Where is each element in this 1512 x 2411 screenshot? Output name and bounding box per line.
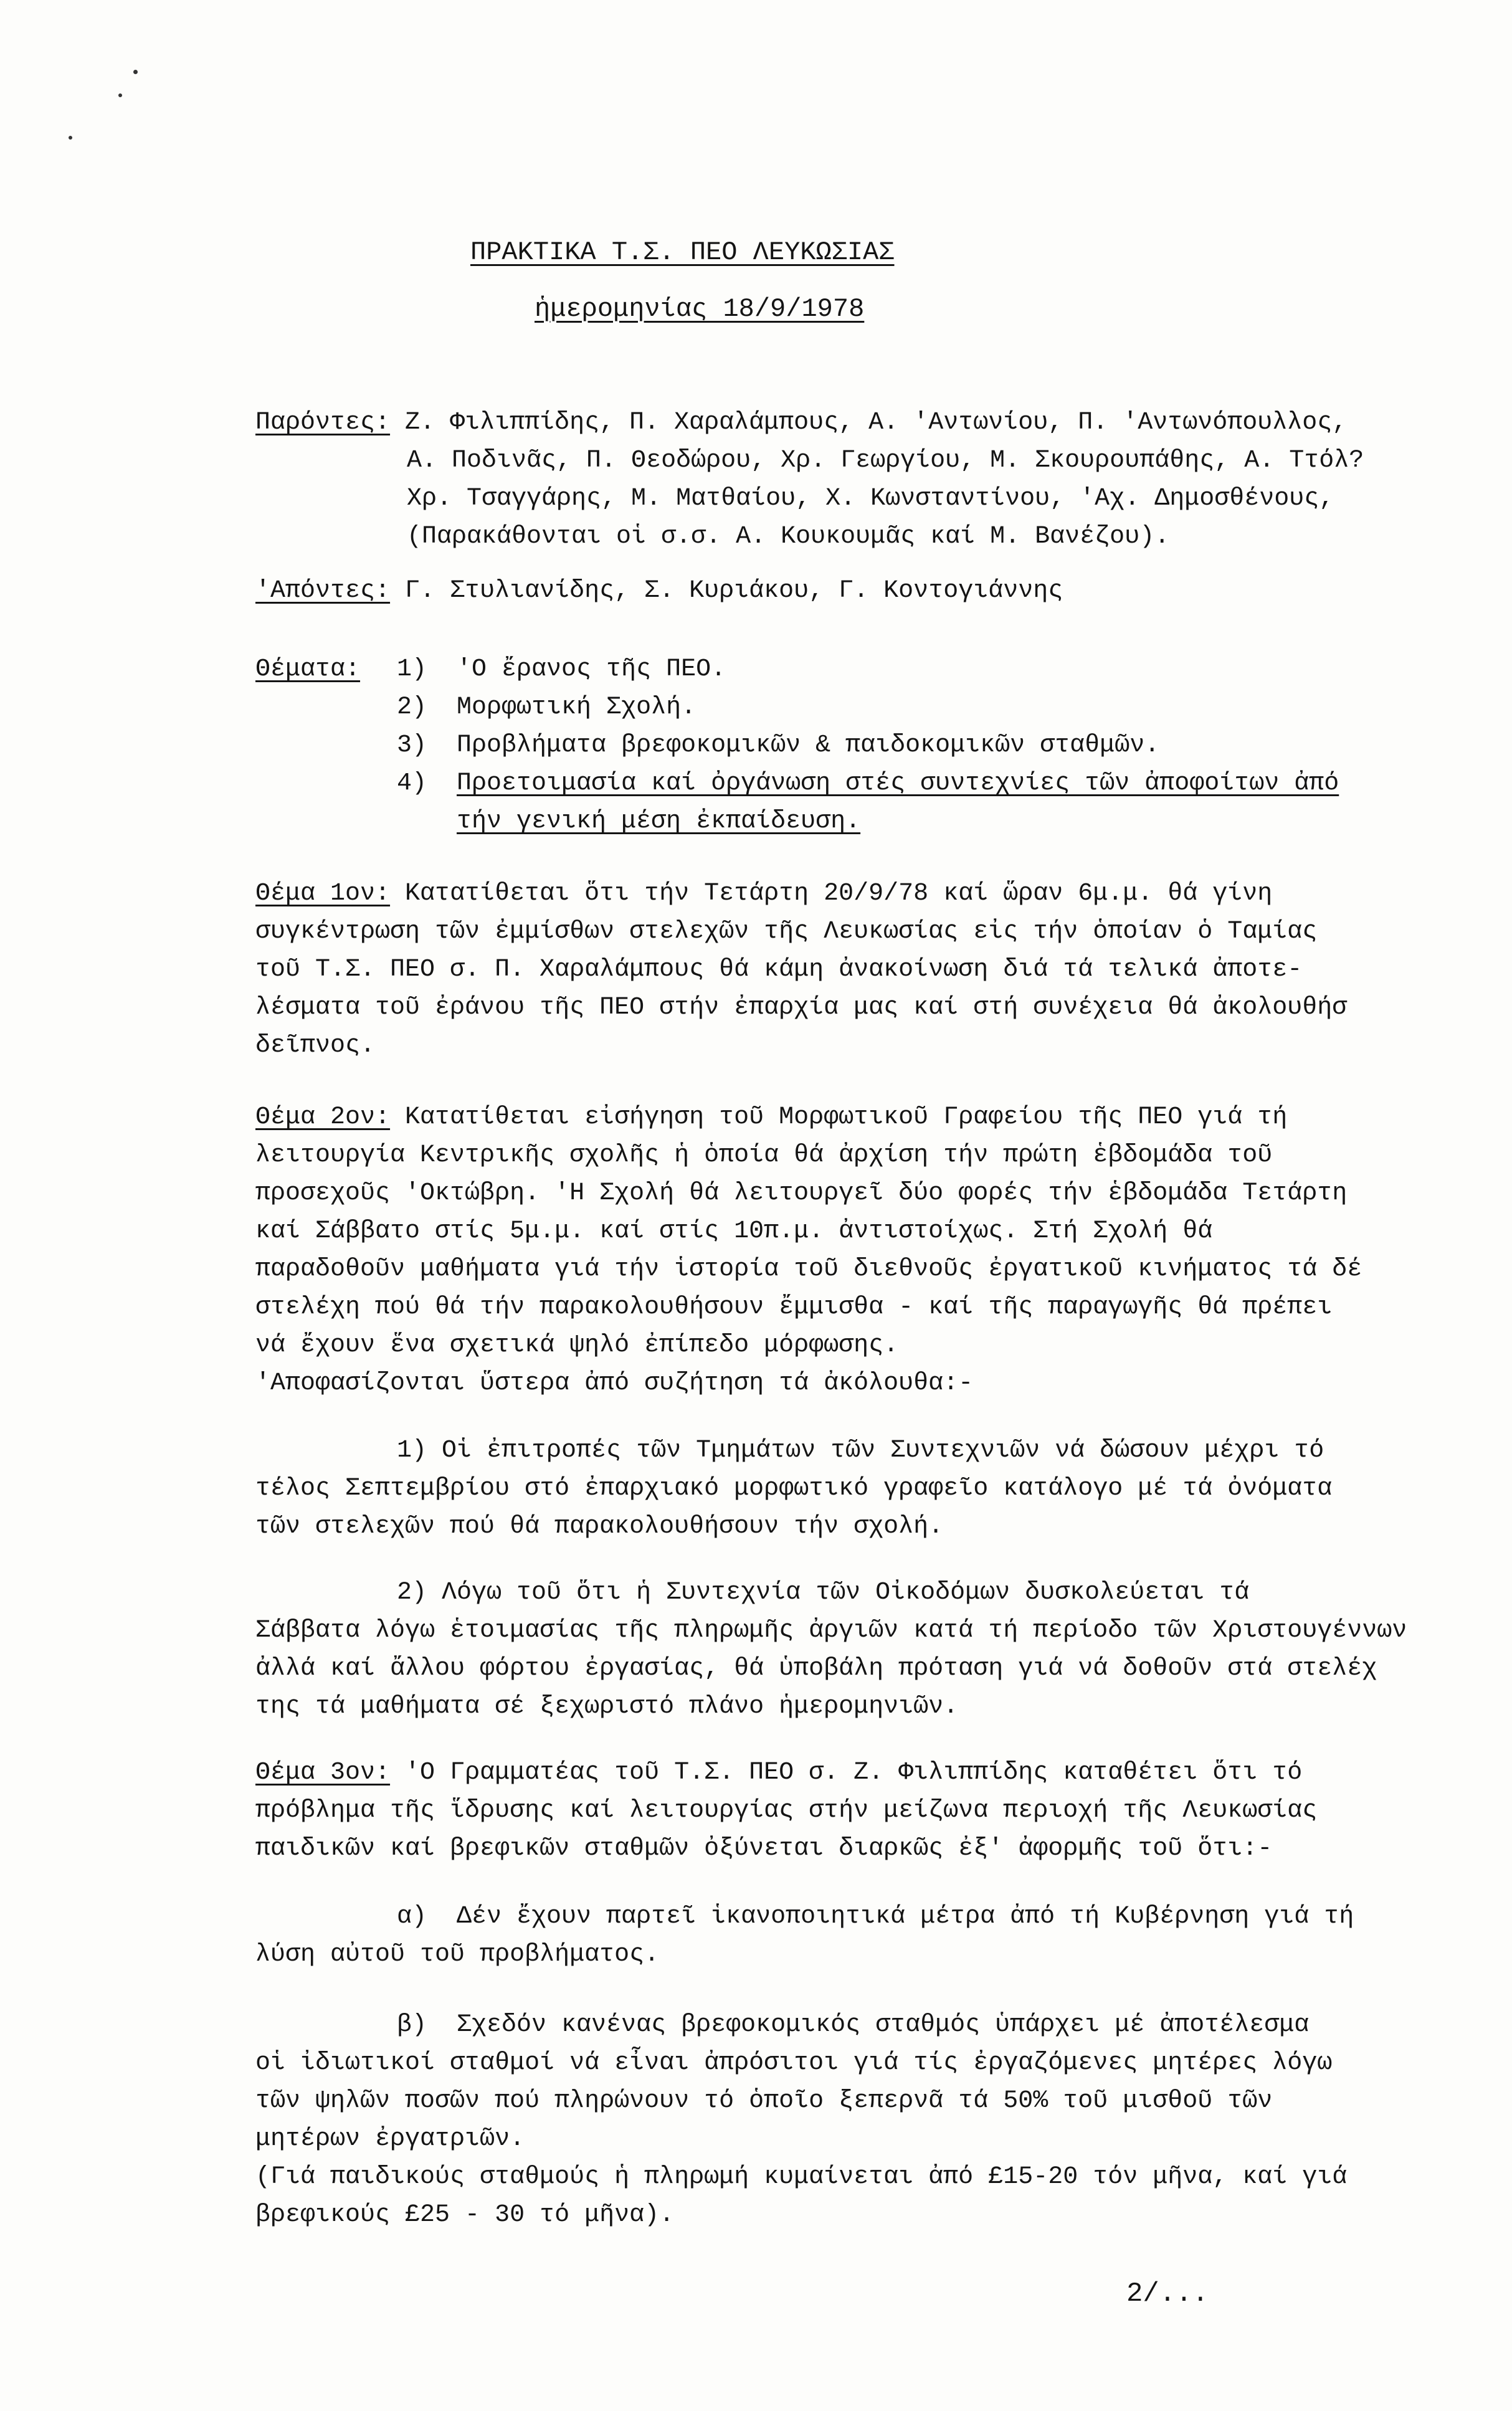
decision-line: 2) Λόγω τοῦ ὅτι ἡ Συντεχνία τῶν Οἰκοδόμων δυσκολεύεται τά — [397, 1579, 1250, 1607]
absent-section — [255, 572, 1063, 610]
topic3-label: Θέμα 3ον: — [255, 1759, 391, 1787]
document-title: ΠΡΑΚΤΙΚΑ Τ.Σ. ΠΕΟ ΛΕΥΚΩΣΙΑΣ — [470, 237, 895, 267]
topic-item: 2) Μορφωτική Σχολή. — [397, 693, 697, 721]
paragraph-line: πρόβλημα τῆς ἵδρυσης καί λειτουργίας στήν μείζωνα περιοχή τῆς Λευκωσίας — [255, 1797, 1318, 1825]
absent-label: 'Απόντες: — [255, 577, 391, 605]
paragraph-line: Κατατίθεται εἰσήγηση τοῦ Μορφωτικοῦ Γραφείου τῆς ΠΕΟ γιά τή — [390, 1103, 1288, 1131]
scan-speck — [118, 93, 122, 97]
point-line: β) Σχεδόν κανένας βρεφοκομικός σταθμός ὑπάρχει μέ ἀποτέλεσμα — [397, 2011, 1310, 2039]
decision-line: 1) Οἱ ἐπιτροπές τῶν Τμημάτων τῶν Συντεχνιῶν νά δώσουν μέχρι τό — [397, 1437, 1324, 1465]
topic1-label: Θέμα 1ον: — [255, 880, 391, 908]
paragraph-line: προσεχοῦς 'Οκτώβρη. 'Η Σχολή θά λειτουργεῖ δύο φορές τήν ἑβδομάδα Τετάρτη — [255, 1179, 1348, 1207]
present-label: Παρόντες: — [255, 409, 391, 437]
present-line: Χρ. Τσαγγάρης, Μ. Ματθαίου, Χ. Κωνσταντίνου, 'Αχ. Δημοσθένους, — [407, 485, 1334, 513]
paragraph-line: παιδικῶν καί βρεφικῶν σταθμῶν ὀξύνεται διαρκῶς ἐξ' ἀφορμῆς τοῦ ὅτι:- — [255, 1835, 1273, 1863]
topics-label: Θέματα: — [255, 655, 361, 683]
decision-line: τῶν στελεχῶν πού θά παρακολουθήσουν τήν σχολή. — [255, 1513, 944, 1541]
point-line: οἱ ἰδιωτικοί σταθμοί νά εἶναι ἀπρόσιτοι γιά τίς ἐργαζόμενες μητέρες λόγω — [255, 2049, 1333, 2077]
paragraph-line: τοῦ Τ.Σ. ΠΕΟ σ. Π. Χαραλάμπους θά κάμη ἀνακοίνωση διά τά τελικά ἀποτε- — [255, 956, 1303, 984]
point-line: τῶν ψηλῶν ποσῶν πού πληρώνουν τό ὁποῖο ξεπερνᾶ τά 50% τοῦ μισθοῦ τῶν — [255, 2087, 1273, 2115]
paragraph-line: λειτουργία Κεντρικῆς σχολῆς ἡ ὁποία θά ἀρχίση τήν πρώτη ἑβδομάδα τοῦ — [255, 1141, 1273, 1169]
paragraph-line: 'Αποφασίζονται ὕστερα ἀπό συζήτηση τά ἀκόλουθα:- — [255, 1369, 974, 1397]
paragraph-line: παραδοθοῦν μαθήματα γιά τήν ἱστορία τοῦ διεθνοῦς ἐργατικοῦ κινήματος τά δέ — [255, 1255, 1362, 1283]
decision-line: τέλος Σεπτεμβρίου στό ἐπαρχιακό μορφωτικό γραφεῖο κατάλογο μέ τά ὀνόματα — [255, 1475, 1333, 1503]
document-date: ἡμερομηνίας 18/9/1978 — [535, 294, 865, 324]
decision-line: Σάββατα λόγω ἑτοιμασίας τῆς πληρωμῆς ἀργιῶν κατά τή περίοδο τῶν Χριστουγέννων — [255, 1617, 1407, 1645]
point-line: μητέρων ἐργατριῶν. — [255, 2125, 525, 2153]
topic2-label: Θέμα 2ον: — [255, 1103, 391, 1131]
point-line: (Γιά παιδικούς σταθμούς ἡ πληρωμή κυμαίνεται ἀπό £15-20 τόν μῆνα, καί γιά — [255, 2163, 1348, 2191]
absent-names: Γ. Στυλιανίδης, Σ. Κυριάκου, Γ. Κοντογιάννης — [390, 577, 1063, 605]
paragraph-line: δεῖπνος. — [255, 1032, 376, 1060]
topic-item: 3) Προβλήματα βρεφοκομικῶν & παιδοκομικῶν σταθμῶν. — [397, 731, 1160, 759]
present-line: Α. Ποδινᾶς, Π. Θεοδώρου, Χρ. Γεωργίου, Μ. Σκουρουπάθης, Α. Ττόλ? — [407, 447, 1364, 475]
point-line: λύση αὐτοῦ τοῦ προβλήματος. — [255, 1941, 660, 1969]
scan-speck — [69, 136, 72, 140]
page-continuation-marker: 2/... — [1126, 2278, 1209, 2309]
topic-item: 1) 'Ο ἔρανος τῆς ΠΕΟ. — [397, 655, 726, 683]
paragraph-line: Κατατίθεται ὅτι τήν Τετάρτη 20/9/78 καί ὥραν 6μ.μ. θά γίνη — [390, 880, 1273, 908]
point-line: βρεφικούς £25 - 30 τό μῆνα). — [255, 2201, 675, 2229]
topic-item-number: 4) — [397, 769, 427, 797]
decision-line: ἀλλά καί ἄλλου φόρτου ἐργασίας, θά ὑποβάλη πρόταση γιά νά δοθοῦν στά στελέχ — [255, 1655, 1377, 1683]
present-line: Ζ. Φιλιππίδης, Π. Χαραλάμπους, Α. 'Αντωνίου, Π. 'Αντωνόπουλλος, — [390, 409, 1348, 437]
point-line: α) Δέν ἔχουν παρτεῖ ἱκανοποιητικά μέτρα ἀπό τή Κυβέρνηση γιά τή — [397, 1903, 1354, 1931]
topic-item: τήν γενική μέση ἐκπαίδευση. — [457, 807, 861, 835]
paragraph-line: στελέχη πού θά τήν παρακολουθήσουν ἔμμισθα - καί τῆς παραγωγῆς θά πρέπει — [255, 1293, 1333, 1321]
paragraph-line: νά ἔχουν ἕνα σχετικά ψηλό ἐπίπεδο μόρφωσης. — [255, 1331, 899, 1359]
paragraph-line: λέσματα τοῦ ἐράνου τῆς ΠΕΟ στήν ἐπαρχία μας καί στή συνέχεια θά ἀκολουθήσ — [255, 994, 1348, 1022]
paragraph-line: 'Ο Γραμματέας τοῦ Τ.Σ. ΠΕΟ σ. Ζ. Φιλιππίδης καταθέτει ὅτι τό — [390, 1759, 1303, 1787]
decision-line: της τά μαθήματα σέ ξεχωριστό πλάνο ἡμερομηνιῶν. — [255, 1693, 959, 1721]
paragraph-line: συγκέντρωση τῶν ἐμμίσθων στελεχῶν τῆς Λευκωσίας εἰς τήν ὁποίαν ὁ Ταμίας — [255, 918, 1318, 946]
topic-item: Προετοιμασία καί ὀργάνωση στές συντεχνίες τῶν ἀποφοίτων ἀπό — [457, 769, 1339, 797]
present-line: (Παρακάθονται οἱ σ.σ. Α. Κουκουμᾶς καί Μ. Βανέζου). — [407, 523, 1170, 551]
scan-speck — [133, 70, 138, 74]
paragraph-line: καί Σάββατο στίς 5μ.μ. καί στίς 10π.μ. ἀντιστοίχως. Στή Σχολή θά — [255, 1217, 1213, 1245]
